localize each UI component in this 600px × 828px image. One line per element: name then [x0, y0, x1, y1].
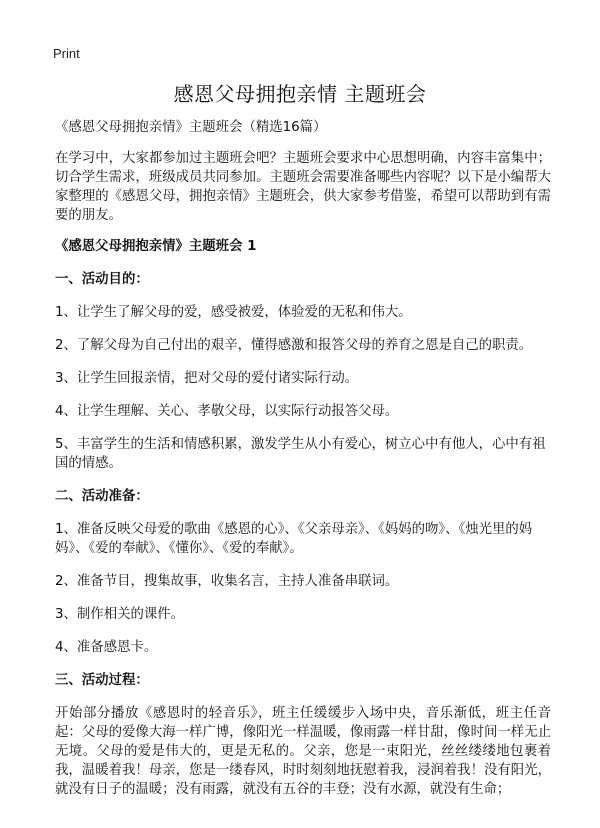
- preparation-item: 1、准备反映父母爱的歌曲《感恩的心》、《父亲母亲》、《妈妈的吻》、《烛光里的妈妈》、《爱的奉献》、《懂你》、《爱的奉献》。: [55, 522, 533, 556]
- document-subtitle: 《感恩父母拥抱亲情》主题班会（精选16篇）: [55, 120, 327, 135]
- goal-item: 4、让学生理解、关心、孝敬父母，以实际行动报答父母。: [55, 404, 399, 419]
- goal-item: 1、让学生了解父母的爱，感受被爱，体验爱的无私和伟大。: [55, 305, 412, 320]
- process-paragraph: 开始部分播放《感恩时的轻音乐》，班主任缓缓步入场中央，音乐渐低，班主任音起：父母的爱像大海一样广博，像阳光一样温暖，像雨露一样甘甜，像时间一样无止无境。父母的爱是伟大的，更是无私的。父亲，您是一束阳光，丝丝缕缕地包裹着我，温暖着我！母亲，您是一缕春风，时时刻刻地抚慰着我，浸润着我！没有阳光，就没有日子的温暖；没有雨露，就没有五谷的丰登；没有水源，就没有生命；: [55, 706, 551, 797]
- print-link[interactable]: Print: [53, 46, 80, 61]
- goal-item: 2、了解父母为自己付出的艰辛，懂得感激和报答父母的养育之恩是自己的职责。: [55, 338, 533, 353]
- article-heading: 《感恩父母拥抱亲情》主题班会 1: [55, 239, 257, 254]
- section-heading-preparation: 二、活动准备：: [55, 489, 149, 504]
- document-body: [55, 118, 551, 799]
- goal-item: 3、让学生回报亲情，把对父母的爱付诸实际行动。: [55, 371, 359, 386]
- goal-item: 5、丰富学生的生活和情感积累，激发学生从小有爱心，树立心中有他人，心中有祖国的情感。: [55, 437, 546, 471]
- section-heading-goals: 一、活动目的：: [55, 272, 149, 287]
- document-title: 感恩父母拥抱亲情 主题班会: [173, 82, 427, 106]
- preparation-item: 2、准备节目，搜集故事，收集名言，主持人准备串联词。: [55, 574, 399, 589]
- intro-paragraph: 在学习中，大家都参加过主题班会吧？主题班会要求中心思想明确，内容丰富集中；切合学生需求，班级成员共同参加。主题班会需要准备哪些内容呢？以下是小编帮大家整理的《感恩父母，拥抱亲情》主题班会，供大家参考借鉴，希望可以帮助到有需要的朋友。: [55, 151, 551, 223]
- preparation-item: 3、制作相关的课件。: [55, 607, 185, 622]
- section-heading-process: 三、活动过程：: [55, 673, 149, 688]
- preparation-item: 4、准备感恩卡。: [55, 640, 158, 655]
